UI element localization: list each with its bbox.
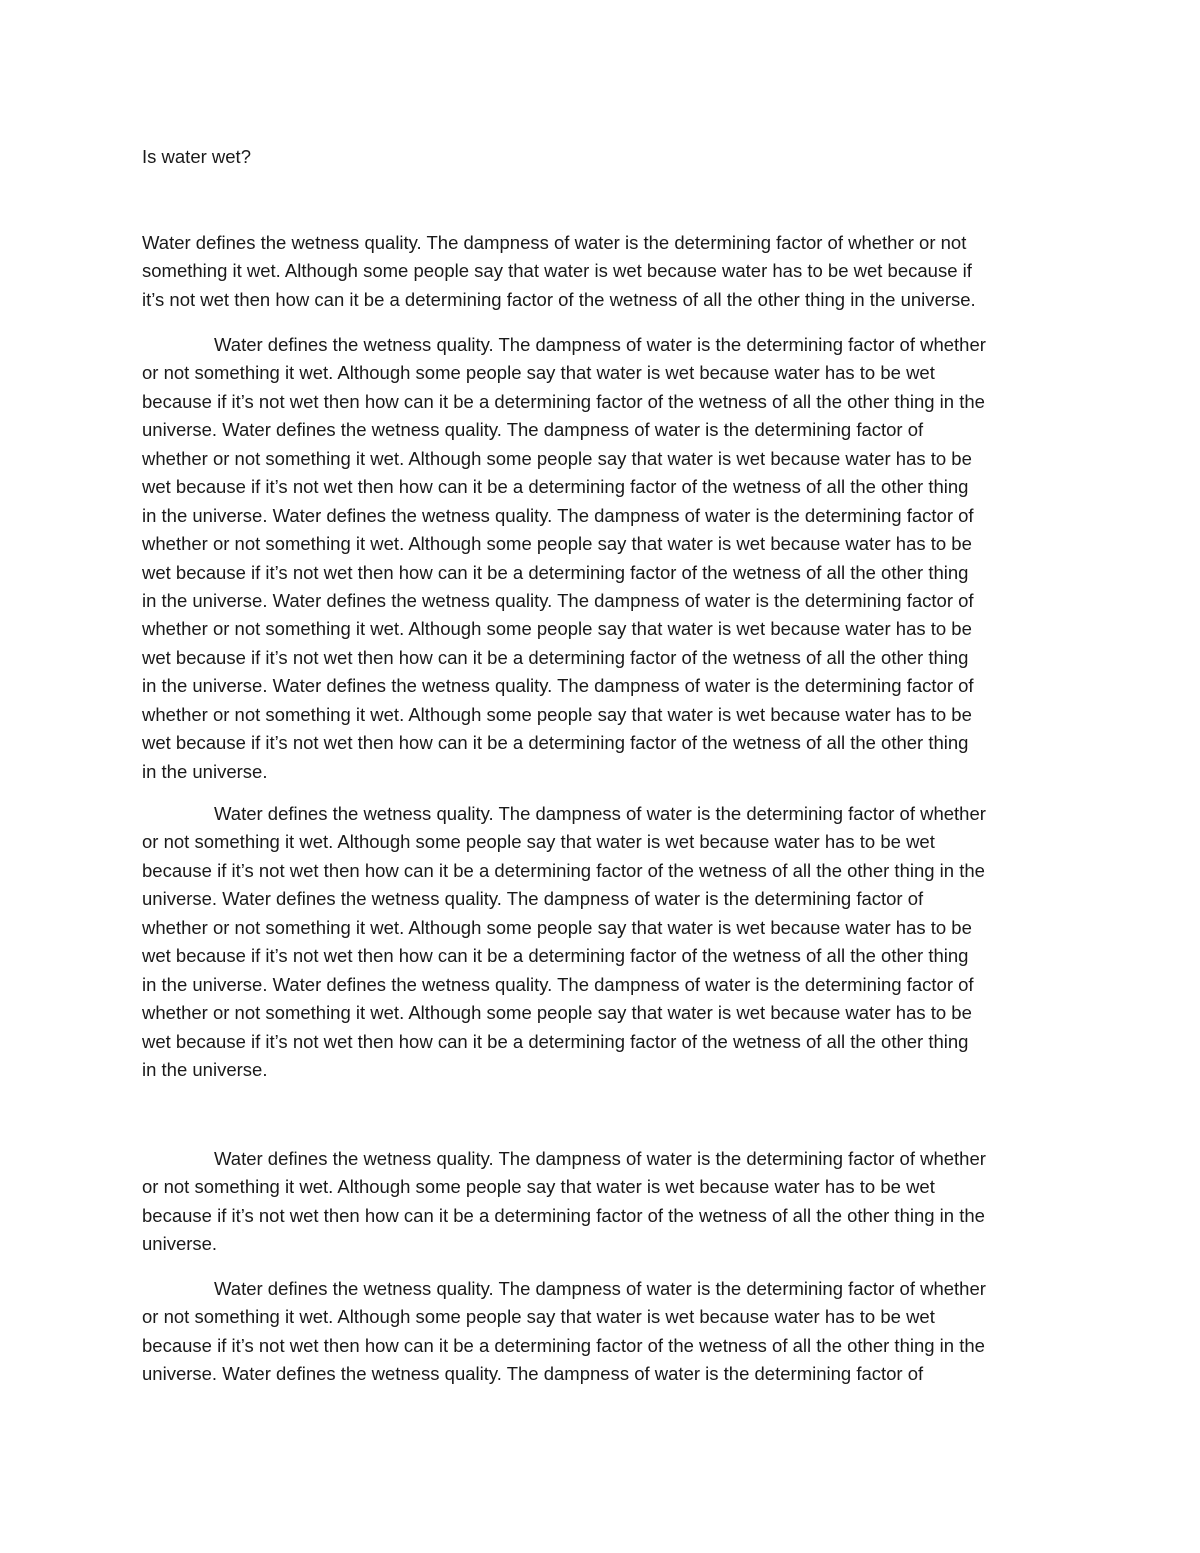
text-line: universe. Water defines the wetness quality. The dampness of water is the determining factor of — [142, 1363, 924, 1385]
text-line: whether or not something it wet. Although some people say that water is wet because water has to be — [142, 447, 972, 469]
text-line: universe. Water defines the wetness quality. The dampness of water is the determining factor of — [142, 888, 924, 910]
text-line: in the universe. Water defines the wetness quality. The dampness of water is the determining factor of — [142, 675, 974, 697]
text-line: wet because if it’s not wet then how can it be a determining factor of the wetness of all the other thing — [142, 945, 969, 967]
paragraph-body-4 — [142, 1275, 1072, 1389]
text-line: wet because if it’s not wet then how can it be a determining factor of the wetness of all the other thing — [142, 732, 969, 754]
paragraph-intro — [142, 229, 1072, 314]
text-line: in the universe. — [142, 760, 268, 782]
document-title: Is water wet? — [142, 146, 251, 167]
text-line: something it wet. Although some people say that water is wet because water has to be wet because if — [142, 260, 972, 282]
paragraph-body-2 — [142, 800, 1072, 1084]
text-line: in the universe. Water defines the wetness quality. The dampness of water is the determining factor of — [142, 504, 974, 526]
text-line: whether or not something it wet. Although some people say that water is wet because water has to be — [142, 916, 972, 938]
text-line: or not something it wet. Although some people say that water is wet because water has to be wet — [142, 1176, 935, 1198]
text-line: in the universe. Water defines the wetness quality. The dampness of water is the determining factor of — [142, 589, 974, 611]
text-line: wet because if it’s not wet then how can it be a determining factor of the wetness of all the other thing — [142, 561, 969, 583]
text-line: because if it’s not wet then how can it be a determining factor of the wetness of all the other thing in the — [142, 390, 985, 412]
text-line: whether or not something it wet. Although some people say that water is wet because water has to be — [142, 618, 972, 640]
text-line: Water defines the wetness quality. The dampness of water is the determining factor of whether or not — [142, 232, 967, 253]
text-line: wet because if it’s not wet then how can it be a determining factor of the wetness of all the other thing — [142, 476, 969, 498]
text-line: Water defines the wetness quality. The dampness of water is the determining factor of whether — [214, 1278, 986, 1299]
paragraph-body-1 — [142, 331, 1072, 786]
text-line: wet because if it’s not wet then how can it be a determining factor of the wetness of all the other thing — [142, 1030, 969, 1052]
text-line: whether or not something it wet. Although some people say that water is wet because water has to be — [142, 533, 972, 555]
text-line: Water defines the wetness quality. The dampness of water is the determining factor of whether — [214, 1148, 986, 1169]
text-line: because if it’s not wet then how can it be a determining factor of the wetness of all the other thing in the — [142, 1204, 985, 1226]
text-line: wet because if it’s not wet then how can it be a determining factor of the wetness of all the other thing — [142, 646, 969, 668]
text-line: whether or not something it wet. Although some people say that water is wet because water has to be — [142, 1002, 972, 1024]
text-line: whether or not something it wet. Although some people say that water is wet because water has to be — [142, 703, 972, 725]
text-line: or not something it wet. Although some people say that water is wet because water has to be wet — [142, 362, 935, 384]
text-line: or not something it wet. Although some people say that water is wet because water has to be wet — [142, 831, 935, 853]
text-line: universe. Water defines the wetness quality. The dampness of water is the determining factor of — [142, 419, 924, 441]
text-line: Water defines the wetness quality. The dampness of water is the determining factor of whether — [214, 334, 986, 355]
text-line: in the universe. Water defines the wetness quality. The dampness of water is the determining factor of — [142, 973, 974, 995]
text-line: because if it’s not wet then how can it be a determining factor of the wetness of all the other thing in the — [142, 1334, 985, 1356]
text-line: in the universe. — [142, 1058, 268, 1080]
text-line: or not something it wet. Although some people say that water is wet because water has to be wet — [142, 1306, 935, 1328]
text-line: Water defines the wetness quality. The dampness of water is the determining factor of whether — [214, 803, 986, 824]
text-line: universe. — [142, 1233, 218, 1255]
text-line: because if it’s not wet then how can it be a determining factor of the wetness of all the other thing in the — [142, 859, 985, 881]
text-line: it’s not wet then how can it be a determining factor of the wetness of all the other thing in the universe. — [142, 288, 976, 310]
paragraph-body-3 — [142, 1145, 1072, 1259]
